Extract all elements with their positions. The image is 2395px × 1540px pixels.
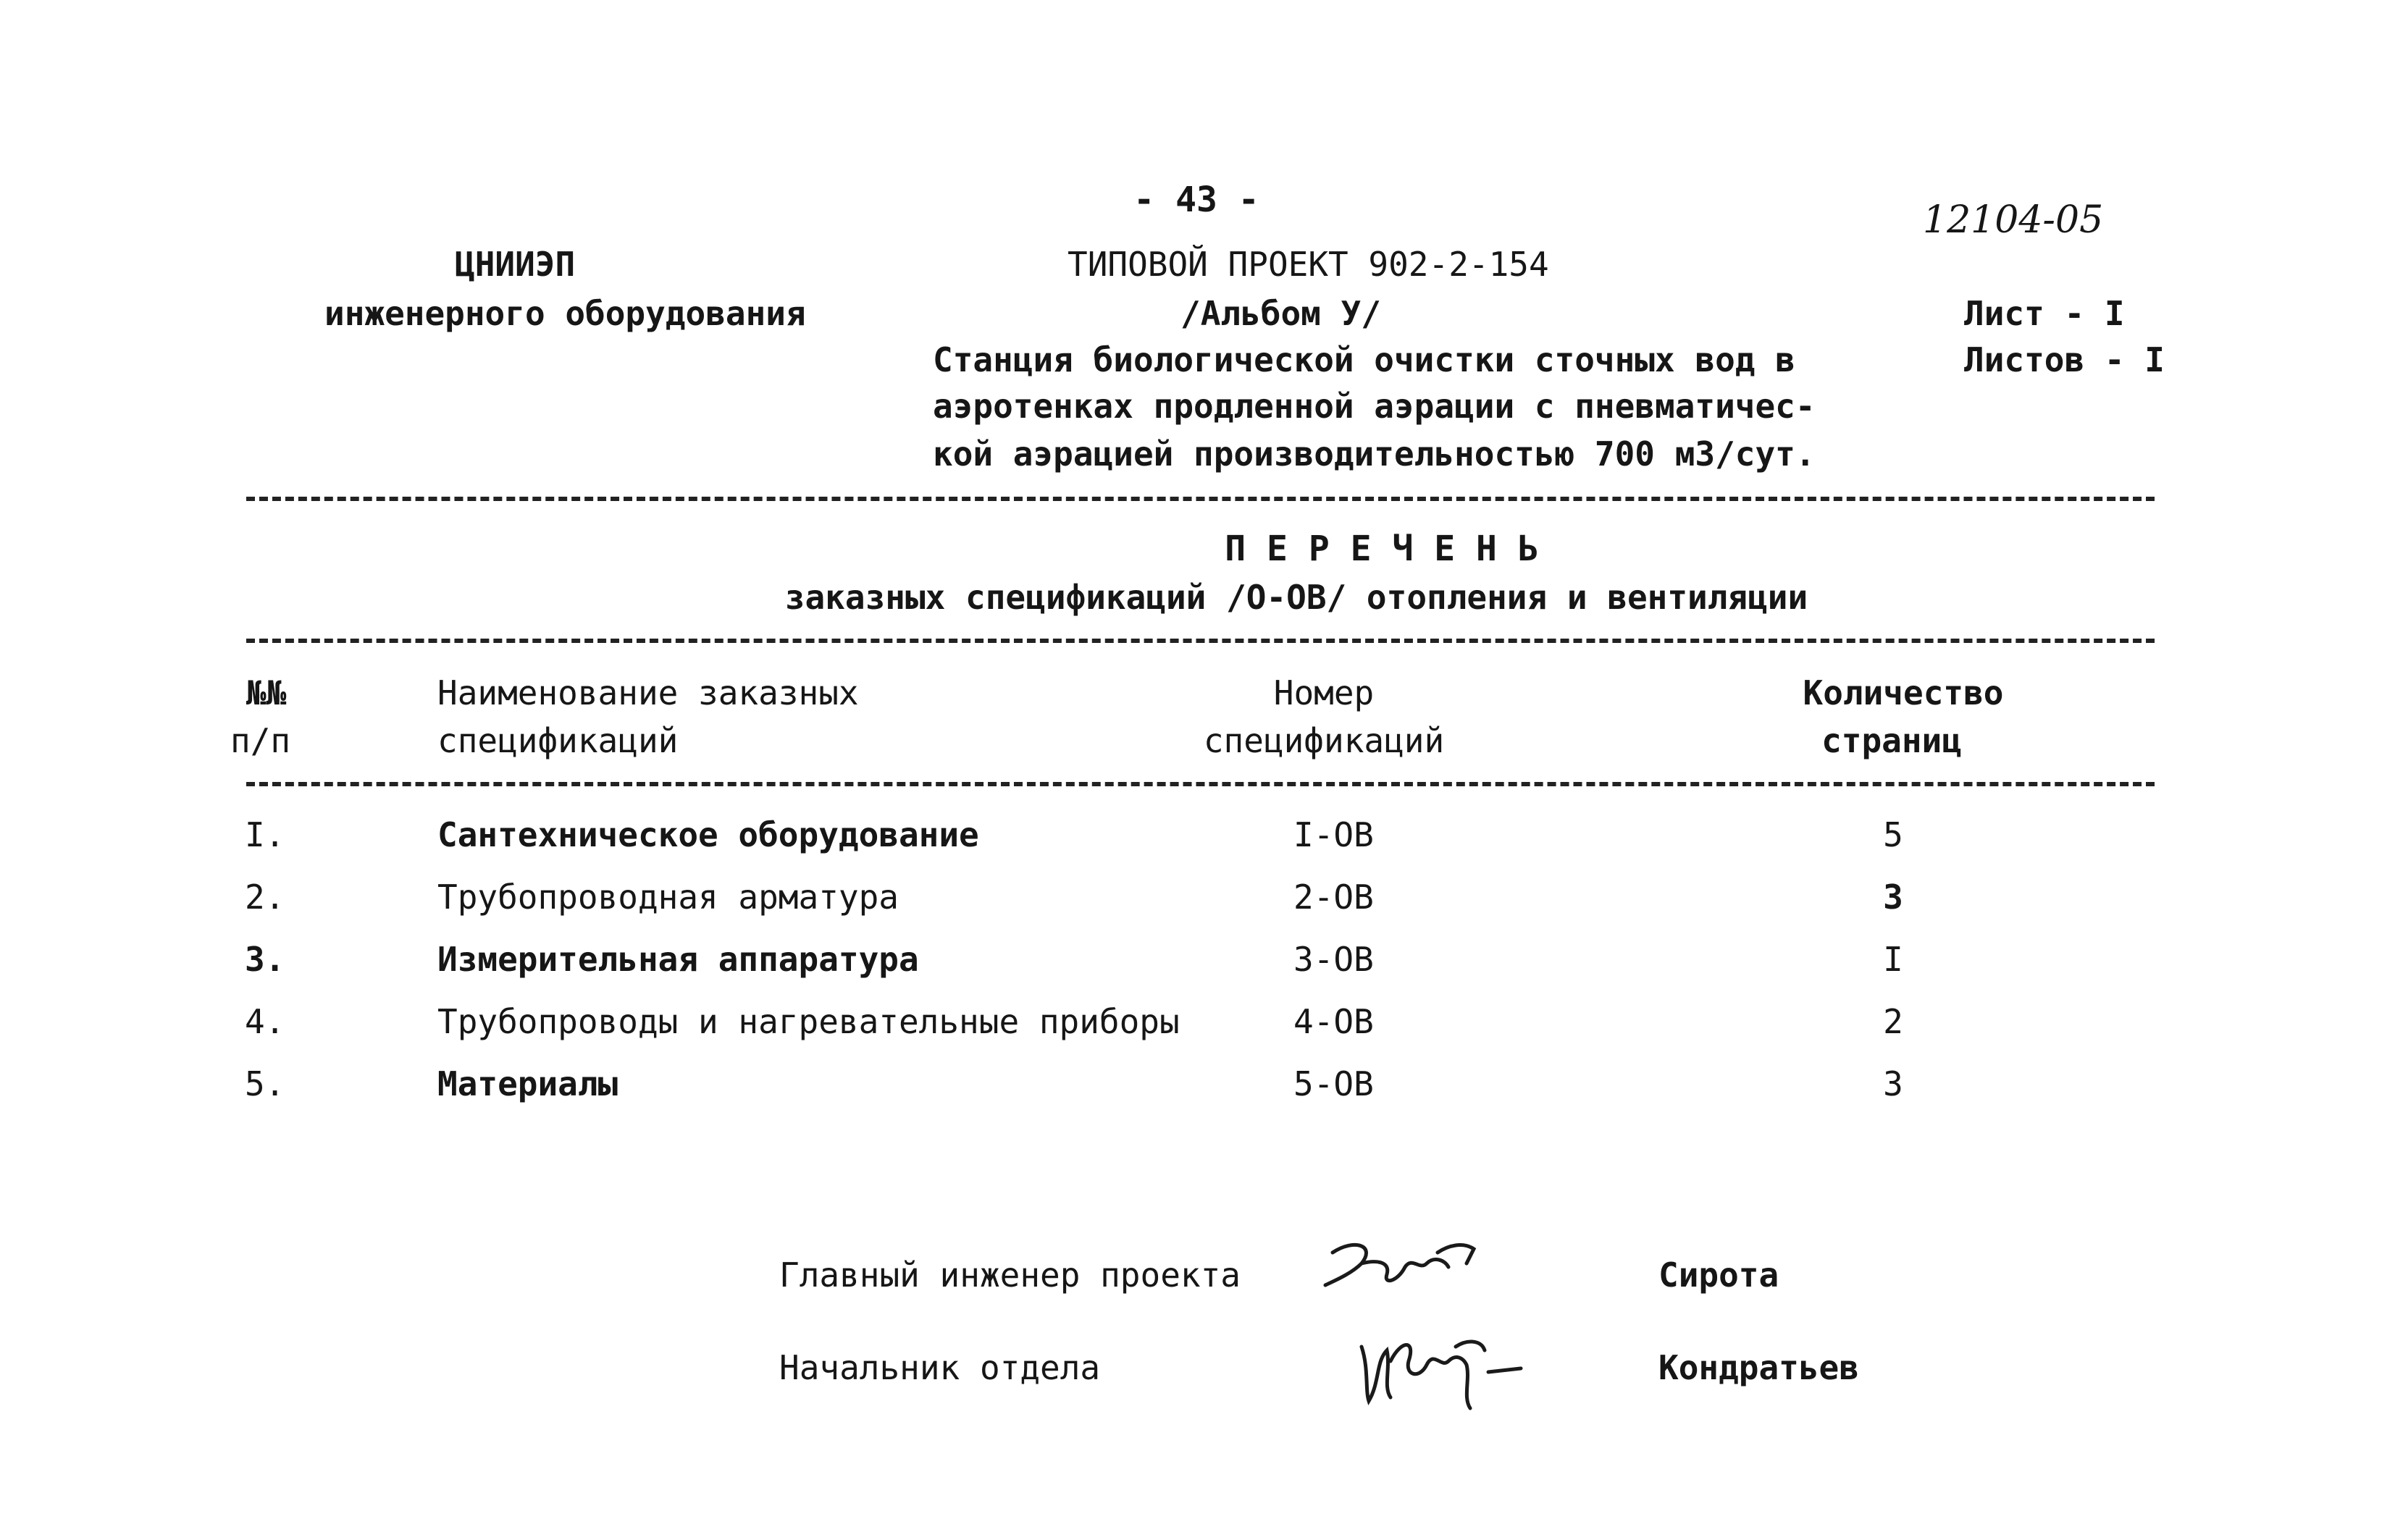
album-label: /Альбом У/ <box>1180 294 1381 333</box>
organization-name: ЦНИИЭП <box>455 245 576 284</box>
col-pages-header-line2: страниц <box>1821 721 1962 760</box>
handwritten-signature-icon <box>1311 1231 1499 1310</box>
row-number: I. <box>245 815 285 854</box>
col-code-header-line1: Номер <box>1273 673 1375 712</box>
row-number: 3. <box>245 940 285 979</box>
divider-top <box>246 497 2155 501</box>
row-code: I-ОВ <box>1293 815 1374 854</box>
row-pages: 3 <box>1883 1064 1903 1103</box>
handwritten-signature-icon <box>1347 1318 1535 1419</box>
organization-department: инженерного оборудования <box>324 294 806 333</box>
page-number: - 43 - <box>1133 180 1259 220</box>
row-pages: 5 <box>1883 815 1903 854</box>
row-code: 5-ОВ <box>1293 1064 1374 1103</box>
signature-name: Кондратьев <box>1658 1348 1859 1387</box>
list-subtitle: заказных спецификаций /О-ОВ/ отопления и вентиляции <box>784 578 1808 617</box>
station-line-1: Станция биологической очистки сточных вод в <box>933 340 1795 379</box>
col-no-header-line2: п/п <box>230 721 291 760</box>
row-code: 3-ОВ <box>1293 940 1374 979</box>
station-line-2: аэротенках продленной аэрации с пневматичес- <box>933 387 1816 426</box>
row-name: Измерительная аппаратура <box>437 940 919 979</box>
sheet-number: Лист - I <box>1964 294 2125 333</box>
col-name-header-line2: спецификаций <box>437 721 679 760</box>
signature-role: Главный инженер проекта <box>779 1255 1241 1295</box>
col-code-header-line2: спецификаций <box>1203 721 1445 760</box>
col-no-header-line1: №№ <box>246 673 287 712</box>
project-title: ТИПОВОЙ ПРОЕКТ 902-2-154 <box>1068 245 1549 284</box>
row-pages: 3 <box>1883 878 1903 917</box>
sheets-total: Листов - I <box>1964 340 2165 379</box>
station-line-3: кой аэрацией производительностью 700 м3/сут. <box>933 434 1816 474</box>
row-name: Сантехническое оборудование <box>437 815 979 854</box>
row-name: Трубопроводная арматура <box>437 878 899 917</box>
row-pages: 2 <box>1883 1002 1903 1041</box>
row-number: 2. <box>245 878 285 917</box>
document-code: 12104-05 <box>1923 198 2104 242</box>
row-name: Трубопроводы и нагревательные приборы <box>437 1002 1180 1041</box>
row-code: 2-ОВ <box>1293 878 1374 917</box>
list-title: П Е Р Е Ч Е Н Ь <box>1225 529 1539 569</box>
row-pages: I <box>1883 940 1903 979</box>
col-pages-header-line1: Количество <box>1803 673 2004 712</box>
row-name: Материалы <box>437 1064 618 1103</box>
signature-name: Сирота <box>1658 1255 1779 1295</box>
signature-role: Начальник отдела <box>779 1348 1101 1387</box>
row-number: 5. <box>245 1064 285 1103</box>
col-name-header-line1: Наименование заказных <box>437 673 859 712</box>
row-code: 4-ОВ <box>1293 1002 1374 1041</box>
divider-header <box>246 639 2155 643</box>
row-number: 4. <box>245 1002 285 1041</box>
divider-table <box>246 782 2155 786</box>
